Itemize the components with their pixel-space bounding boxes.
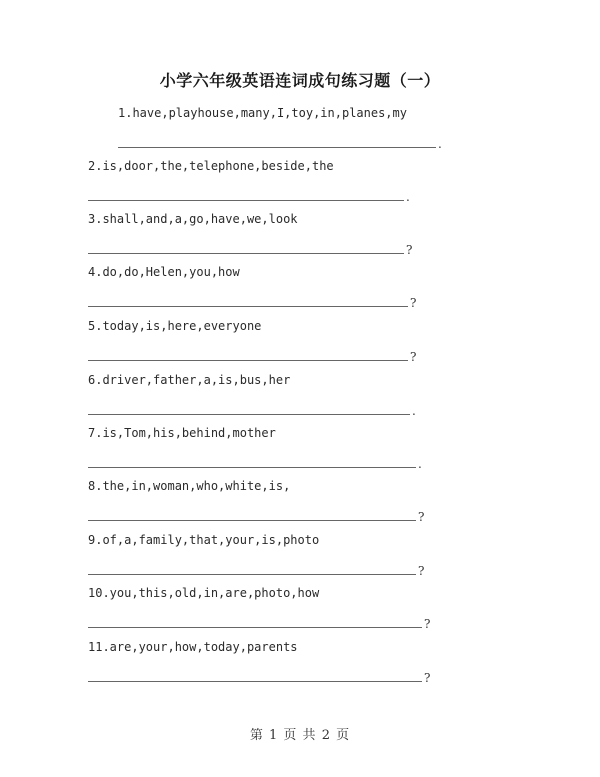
answer-row (88, 189, 548, 205)
end-punctuation: ? (424, 671, 431, 685)
end-punctuation: ? (410, 296, 417, 310)
question-prompt: 5.today,is,here,everyone (88, 319, 262, 333)
question-item (118, 106, 578, 152)
question-item (88, 373, 548, 419)
answer-row (118, 136, 578, 152)
answer-line (88, 360, 408, 361)
question-prompt: 10.you,this,old,in,are,photo,how (88, 586, 320, 600)
question-prompt: 6.driver,father,a,is,bus,her (88, 373, 291, 387)
end-punctuation: ? (418, 564, 425, 578)
answer-line (88, 520, 416, 521)
question-item (88, 265, 548, 311)
question-item (88, 640, 548, 686)
answer-line (88, 253, 404, 254)
end-punctuation: ? (418, 510, 425, 524)
answer-line (88, 574, 416, 575)
answer-row (88, 295, 548, 311)
answer-row (88, 403, 548, 419)
question-prompt: 7.is,Tom,his,behind,mother (88, 426, 276, 440)
answer-row (88, 563, 548, 579)
question-item (88, 479, 548, 525)
answer-row (88, 242, 548, 258)
question-item (88, 319, 548, 365)
end-punctuation: ? (410, 350, 417, 364)
answer-line (118, 147, 436, 148)
answer-row (88, 670, 548, 686)
answer-line (88, 467, 416, 468)
worksheet-title: 小学六年级英语连词成句练习题（一） (159, 71, 441, 90)
question-item (88, 533, 548, 579)
end-punctuation: . (406, 190, 410, 204)
answer-line (88, 681, 422, 682)
question-prompt: 9.of,a,family,that,your,is,photo (88, 533, 320, 547)
answer-line (88, 306, 408, 307)
end-punctuation: ? (424, 617, 431, 631)
question-prompt: 8.the,in,woman,who,white,is, (88, 479, 291, 493)
answer-row (88, 509, 548, 525)
end-punctuation: . (418, 457, 422, 471)
end-punctuation: ? (406, 243, 413, 257)
answer-row (88, 349, 548, 365)
question-item (88, 212, 548, 258)
end-punctuation: . (438, 137, 442, 151)
answer-row (88, 616, 548, 632)
answer-line (88, 414, 410, 415)
question-prompt: 1.have,playhouse,many,I,toy,in,planes,my (118, 106, 407, 120)
question-item (88, 426, 548, 472)
end-punctuation: . (412, 404, 416, 418)
question-item (88, 159, 548, 205)
answer-row (88, 456, 548, 472)
question-prompt: 4.do,do,Helen,you,how (88, 265, 240, 279)
question-item (88, 586, 548, 632)
question-prompt: 11.are,your,how,today,parents (88, 640, 298, 654)
answer-line (88, 627, 422, 628)
answer-line (88, 200, 404, 201)
question-prompt: 3.shall,and,a,go,have,we,look (88, 212, 298, 226)
question-prompt: 2.is,door,the,telephone,beside,the (88, 159, 334, 173)
page-footer: 第 1 页 共 2 页 (249, 728, 351, 743)
